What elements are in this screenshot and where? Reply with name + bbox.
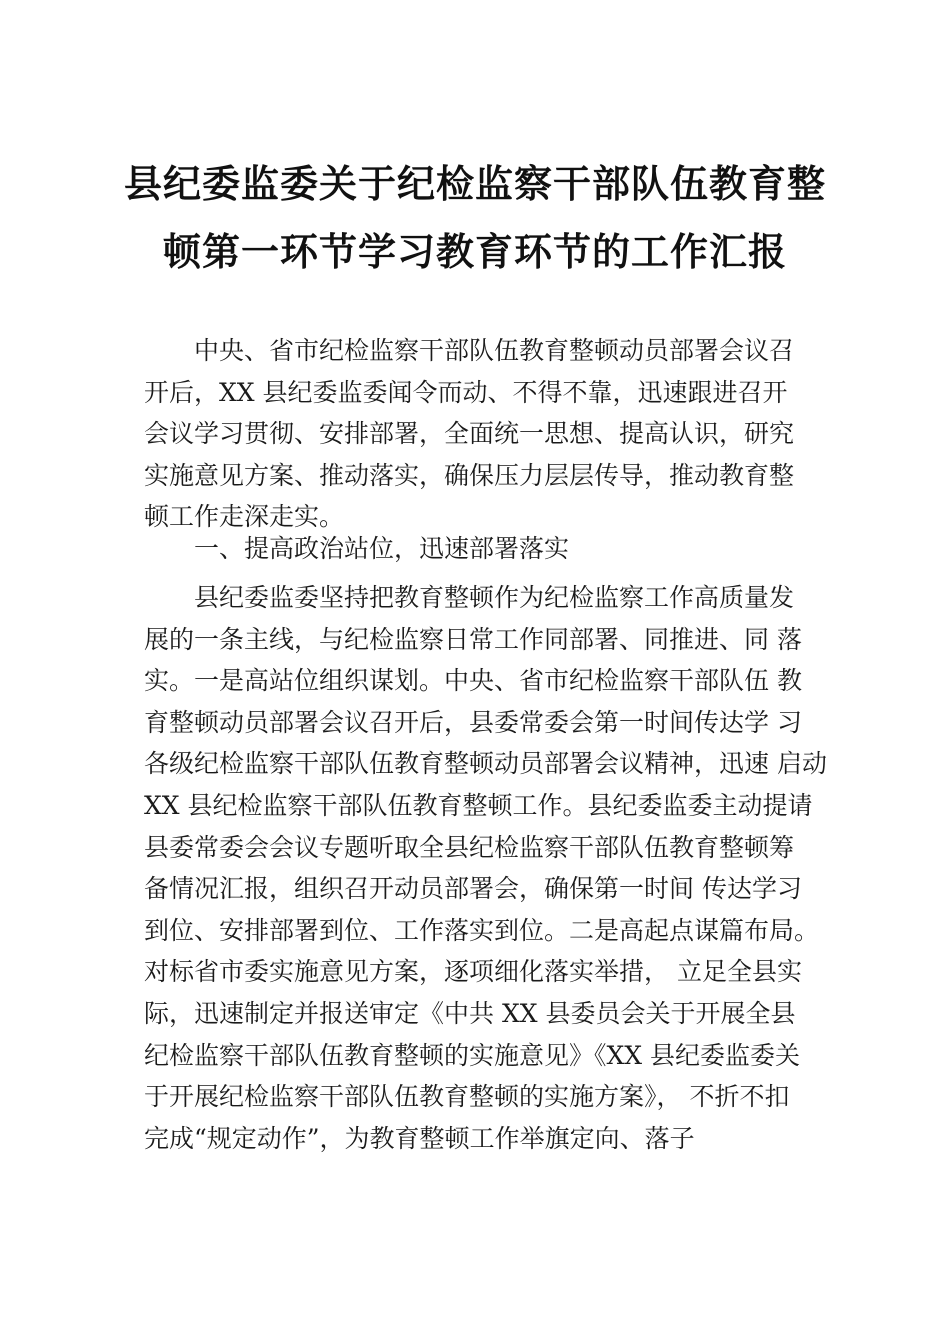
paragraph-line: 顿工作走深走实。 xyxy=(144,502,345,532)
paragraph-line: 会议学习贯彻、安排部署，全面统一思想、提高认识，研究 xyxy=(144,419,795,449)
document-title-line-1: 县纪委监委关于纪检监察干部队伍教育整 xyxy=(123,161,826,206)
paragraph-line: 育整顿动员部署会议召开后，县委常委会第一时间传达学 习 xyxy=(144,707,802,737)
paragraph-line: 中央、省市纪检监察干部队伍教育整顿动员部署会议召 xyxy=(144,336,795,365)
paragraph-line: 完成“规定动作”，为教育整顿工作举旗定向、落子 xyxy=(144,1123,695,1153)
section-heading-1: 一、提高政治站位，迅速部署落实 xyxy=(144,534,570,563)
paragraph-line: XX 县纪检监察干部队伍教育整顿工作。县纪委监委主动提请 xyxy=(144,790,813,820)
paragraph-line: 开后，XX 县纪委监委闻令而动、不得不靠，迅速跟进召开 xyxy=(144,377,788,407)
paragraph-line: 各级纪检监察干部队伍教育整顿动员部署会议精神，迅速 启动 xyxy=(144,749,827,779)
paragraph-line: 实。一是高站位组织谋划。中央、省市纪检监察干部队伍 教 xyxy=(144,666,802,696)
paragraph-line: 县纪委监委坚持把教育整顿作为纪检监察工作高质量发 xyxy=(144,583,795,612)
paragraph-line: 实施意见方案、推动落实，确保压力层层传导，推动教育整 xyxy=(144,460,795,490)
paragraph-line: 纪检监察干部队伍教育整顿的实施意见》《XX 县纪委监委关 xyxy=(144,1040,801,1070)
paragraph-line: 展的一条主线，与纪检监察日常工作同部署、同推进、同 落 xyxy=(144,624,802,654)
paragraph-line: 到位、安排部署到位、工作落实到位。二是高起点谋篇布局。 xyxy=(144,915,820,945)
paragraph-intro xyxy=(144,330,844,538)
document-title-line-2: 顿第一环节学习教育环节的工作汇报 xyxy=(162,229,787,274)
paragraph-line: 对标省市委实施意见方案，逐项细化落实举措， 立足全县实 xyxy=(144,957,802,987)
paragraph-line: 际，迅速制定并报送审定《中共 XX 县委员会关于开展全县 xyxy=(144,998,796,1028)
paragraph-line: 县委常委会会议专题听取全县纪检监察干部队伍教育整顿筹 xyxy=(144,832,795,862)
paragraph-section-1 xyxy=(144,577,844,1159)
paragraph-line: 于开展纪检监察干部队伍教育整顿的实施方案》， 不折不扣 xyxy=(144,1082,790,1112)
paragraph-line: 备情况汇报，组织召开动员部署会，确保第一时间 传达学习 xyxy=(144,874,802,904)
